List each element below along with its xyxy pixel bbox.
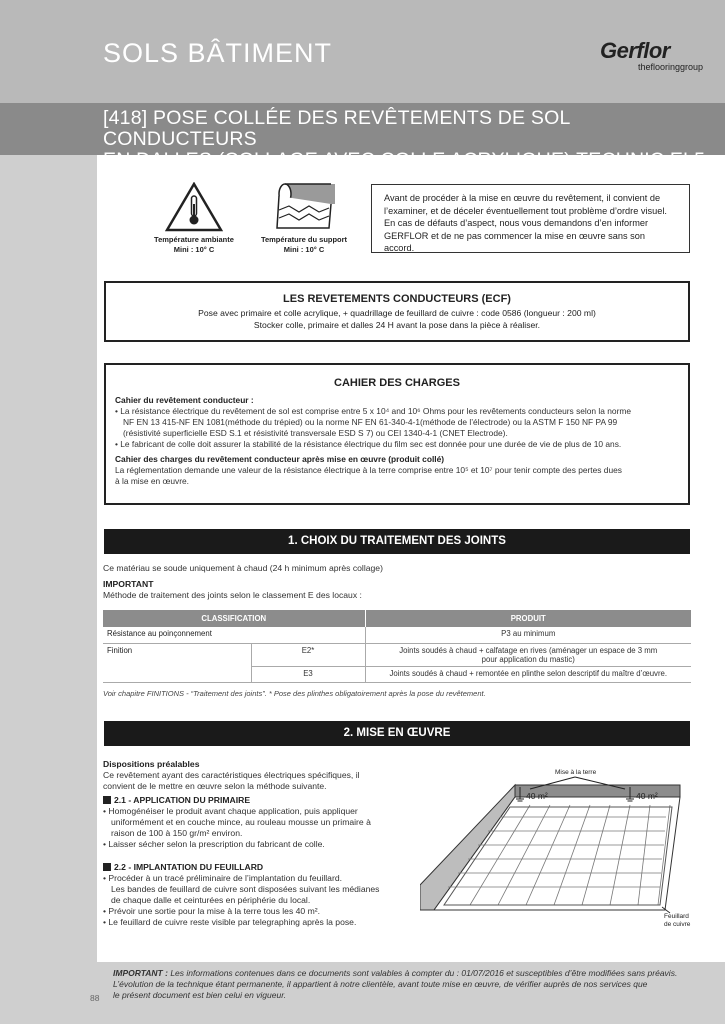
- section2-heading: 2. MISE EN ŒUVRE: [104, 721, 690, 746]
- logo-sub-text: theflooringgroup: [638, 62, 704, 72]
- table-row: [103, 643, 691, 666]
- page-number: 88: [90, 993, 100, 1003]
- section1-important: IMPORTANT: [103, 579, 154, 589]
- temp-support-label: Température du support: [260, 235, 348, 244]
- text-line: • Homogénéiser le produit avant chaque application, puis appliquer: [103, 806, 358, 816]
- spec-text: La réglementation demande une valeur de la résistance électrique à la terre comprise entre 10⁵ et 10⁷ pour tenir compte des pertes dues: [115, 465, 622, 475]
- square-bullet-icon: [103, 863, 111, 871]
- temp-ambient-label: Température ambiante: [154, 235, 234, 244]
- copper-grid-diagram: [420, 765, 700, 935]
- table-cell-line: Joints soudés à chaud + calfatage en rives (aménager un espace de 3 mm: [399, 645, 658, 655]
- section1-intro: Ce matériau se soude uniquement à chaud (24 h minimum après collage): [103, 563, 383, 573]
- text-line: raison de 100 à 150 gr/m² environ.: [111, 828, 243, 838]
- diagram-label-area: 40 m²: [526, 791, 548, 801]
- footer-line: L’évolution de la technique étant permanente, il appartient à notre clientèle, avant toute mise en œuvre, de vérifier auprès de nos services que: [113, 979, 648, 989]
- text-line: Ce revêtement ayant des caractéristiques électriques spécifiques, il: [103, 770, 360, 780]
- spec-text: à la mise en œuvre.: [115, 476, 190, 486]
- primer-subtitle: [103, 795, 393, 806]
- table-cell: E3: [251, 666, 365, 682]
- footer-disclaimer: [113, 968, 713, 1001]
- spec-text: (résistivité superficielle ESD S.1 et résistivité transversale ESD S 7) ou CEI 1340-4-1 (CNET Electrode).: [123, 428, 508, 438]
- text-line: uniformément et en couche mince, au rouleau mousse un primaire à: [111, 817, 371, 827]
- specifications-title: CAHIER DES CHARGES: [334, 377, 460, 389]
- temp-support-value: Mini : 10° C: [283, 245, 325, 254]
- inspection-notice-box: [371, 184, 690, 253]
- specifications-box: [104, 363, 690, 505]
- specifications-subtitle: Cahier du revêtement conducteur :: [115, 395, 254, 405]
- diagram-label-ground: Mise à la terre: [555, 769, 597, 776]
- spec-text: • Le fabricant de colle doit assurer la stabilité de la résistance électrique du film sec est donnée pour une durée de vie de plus de 10 ans.: [115, 439, 622, 449]
- dispositions-title: Dispositions préalables: [103, 759, 200, 769]
- square-bullet-icon: [103, 796, 111, 804]
- table-header-product: PRODUIT: [365, 610, 691, 627]
- table-cell: Finition: [103, 643, 251, 682]
- joints-classification-table: [103, 610, 691, 683]
- footer-important-label: IMPORTANT :: [113, 968, 168, 978]
- notice-line: En cas de défauts d’aspect, nous vous demandons d’en informer: [384, 218, 649, 228]
- table-footnote: Voir chapitre FINITIONS - “Traitement des joints”. * Pose des plinthes obligatoirement après la pose du revêtement.: [103, 689, 486, 698]
- conductive-coverings-box: [104, 281, 690, 342]
- text-line: • Laisser sécher selon la prescription du fabricant de colle.: [103, 839, 325, 849]
- diagram-label-strip: de cuivre: [664, 921, 691, 928]
- logo-main-text: Gerflor: [600, 38, 670, 63]
- footer-line: le présent document est bien celui en vigueur.: [113, 990, 287, 1000]
- floor-roll-icon: [271, 182, 337, 232]
- gerflor-logo: [600, 38, 712, 83]
- page-title-line2: EN DALLES (COLLAGE AVEC COLLE ACRYLIQUE) TECHNIC EL5: [103, 149, 706, 171]
- conductive-title: LES REVETEMENTS CONDUCTEURS (ECF): [283, 293, 511, 305]
- primer-subtitle-text: 2.1 - APPLICATION DU PRIMAIRE: [114, 795, 251, 805]
- spec-text: • La résistance électrique du revêtement de sol est comprise entre 5 x 10⁴ and 10⁶ Ohms pour les revêtements conducteurs selon la norme: [115, 406, 632, 416]
- table-header-row: [103, 610, 691, 627]
- thermometer-warning-icon: [165, 182, 223, 232]
- footer-line: [113, 968, 713, 979]
- copper-strip-subtitle: [103, 862, 393, 873]
- text-line: convient de le mettre en œuvre selon la méthode suivante.: [103, 781, 327, 791]
- text-line: • Prévoir une sortie pour la mise à la terre tous les 40 m².: [103, 906, 320, 916]
- notice-line: l’examiner, et de déceler éventuellement tout problème d’ordre visuel.: [384, 205, 667, 216]
- specifications-bullet: [115, 406, 679, 450]
- temp-ambient-block: [148, 182, 240, 255]
- text-line: Les bandes de feuillard de cuivre sont disposées suivant les médianes: [111, 884, 380, 894]
- section-title: SOLS BÂTIMENT: [103, 38, 333, 68]
- table-row: [103, 627, 691, 643]
- text-line: • Procéder à un tracé préliminaire de l’implantation du feuillard.: [103, 873, 342, 883]
- conductive-line: Stocker colle, primaire et dalles 24 H avant la pose dans la pièce à réaliser.: [253, 320, 541, 330]
- table-header-classification: CLASSIFICATION: [103, 610, 365, 627]
- notice-line: Avant de procéder à la mise en œuvre du revêtement, il convient de: [384, 193, 661, 203]
- notice-line: GERFLOR et de ne pas commencer la mise en œuvre sans son accord.: [384, 230, 645, 253]
- table-cell: E2*: [251, 643, 365, 666]
- text-line: de chaque dalle et ceinturées en périphérie du local.: [111, 895, 311, 905]
- copper-strip-subtitle-text: 2.2 - IMPLANTATION DU FEUILLARD: [114, 862, 264, 872]
- diagram-label-area: 40 m²: [636, 791, 658, 801]
- table-cell: Joints soudés à chaud + remontée en plinthe selon descriptif du maître d’œuvre.: [365, 666, 691, 682]
- temp-ambient-value: Mini : 10° C: [173, 245, 215, 254]
- table-cell-line: pour application du mastic): [481, 654, 575, 664]
- spec-text: NF EN 13 415-NF EN 1081(méthode du trépied) ou la norme NF EN 61-340-4-1(méthode de l’électrode) ou la ASTM F 150 NF PA 99: [123, 417, 618, 427]
- specifications-subtitle: Cahier des charges du revêtement conducteur après mise en œuvre (produit collé): [115, 454, 445, 464]
- temp-support-block: [258, 182, 350, 255]
- table-cell: P3 au minimum: [365, 627, 691, 643]
- text-line: • Le feuillard de cuivre reste visible par telegraphing après la pose.: [103, 917, 357, 927]
- installation-text: [103, 759, 393, 928]
- conductive-line: Pose avec primaire et colle acrylique, + quadrillage de feuillard de cuivre : code 0586 (longueur : 200 ml): [198, 308, 596, 318]
- section1-method: Méthode de traitement des joints selon le classement E des locaux :: [103, 590, 362, 600]
- specifications-paragraph: [115, 465, 679, 487]
- table-cell: Résistance au poinçonnement: [103, 627, 365, 643]
- section1-heading: 1. CHOIX DU TRAITEMENT DES JOINTS: [104, 529, 690, 554]
- page-title: [103, 108, 713, 171]
- footer-line-text: Les informations contenues dans ce documents sont valables à compter du : 01/07/2016 et susceptibles d’être modifiées sans préavis.: [170, 968, 678, 978]
- diagram-label-strip: Feuillard: [664, 913, 689, 920]
- table-cell: [365, 643, 691, 666]
- page-title-line1: [418] POSE COLLÉE DES REVÊTEMENTS DE SOL CONDUCTEURS: [103, 107, 570, 150]
